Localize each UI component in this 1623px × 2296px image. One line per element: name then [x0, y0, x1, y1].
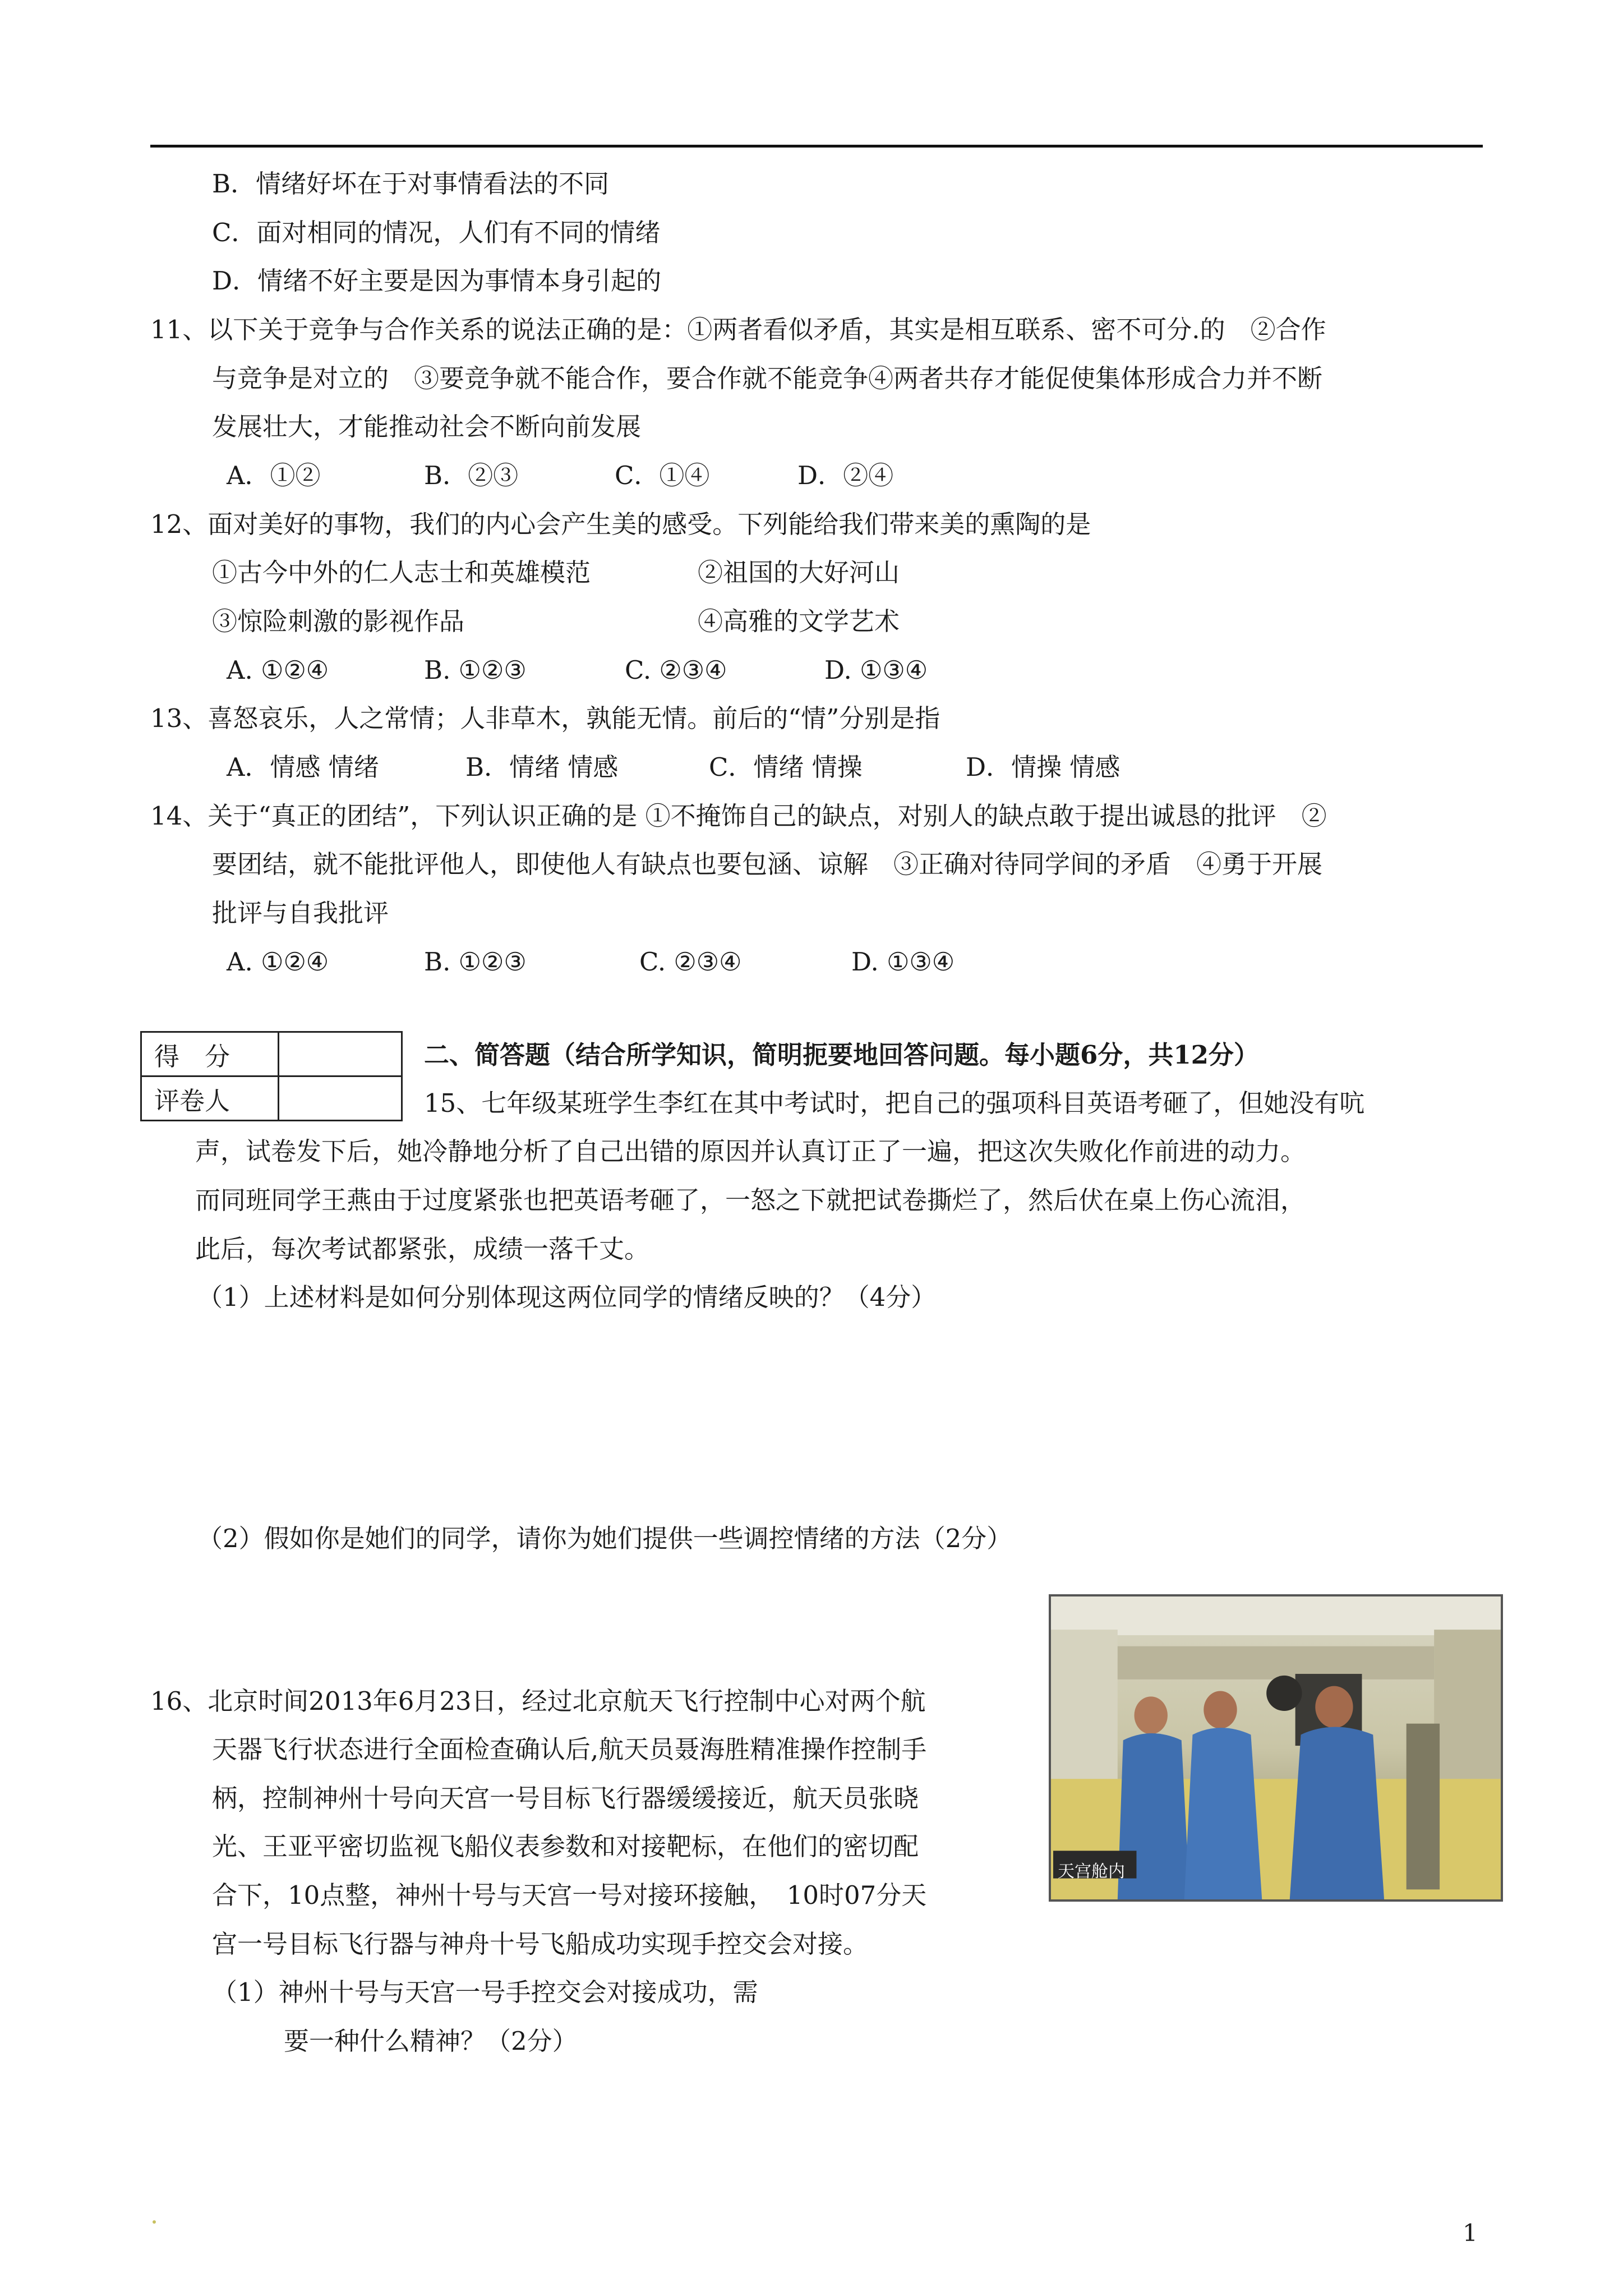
q14-option-b: B. ①②③ — [424, 947, 527, 977]
q11-option-a: A．①② — [227, 461, 321, 490]
q14-line1: 14、关于“真正的团结”，下列认识正确的是 ①不掩饰自己的缺点，对别人的缺点敢于提出诚恳的批评 ② — [150, 801, 1327, 831]
q10-option-b: B．情绪好坏在于对事情看法的不同 — [212, 169, 610, 199]
stray-dot — [153, 2220, 156, 2224]
q11-line2: 与竞争是对立的 ③要竞争就不能合作，要合作就不能竞争④两者共存才能促使集体形成合力并不断 — [212, 364, 1323, 393]
grader-label: 评卷人 — [141, 1076, 279, 1121]
q12-option-b: B. ①②③ — [424, 655, 527, 685]
q13-option-c: C．情绪 情操 — [709, 752, 863, 782]
q15-sub2: （2）假如你是她们的同学，请你为她们提供一些调控情绪的方法（2分） — [197, 1524, 1012, 1553]
q16-sub1-line1: （1）神州十号与天宫一号手控交会对接成功，需 — [212, 1977, 758, 2007]
q16-line5: 合下，10点整，神州十号与天宫一号对接环接触， 10时07分天 — [212, 1880, 927, 1910]
astronauts-photo — [1049, 1594, 1503, 1902]
q15-sub1: （1）上述材料是如何分别体现这两位同学的情绪反映的？（4分） — [197, 1282, 937, 1312]
q16-line1: 16、北京时间2013年6月23日，经过北京航天飞行控制中心对两个航 — [150, 1686, 926, 1716]
q13-option-a: A．情感 情绪 — [227, 752, 379, 782]
q10-option-d: D．情绪不好主要是因为事情本身引起的 — [212, 266, 662, 296]
photo-caption: 天宫舱内 — [1058, 1862, 1125, 1881]
q13-option-b: B．情绪 情感 — [465, 752, 619, 782]
grader-cell[interactable] — [279, 1076, 402, 1121]
q13-stem: 13、喜怒哀乐，人之常情；人非草木，孰能无情。前后的“情”分别是指 — [150, 703, 940, 733]
q15-line2: 声，试卷发下后，她冷静地分析了自己出错的原因并认真订正了一遍，把这次失败化作前进的动力。 — [195, 1137, 1306, 1166]
q12-item-4: ④高雅的文学艺术 — [698, 606, 900, 636]
q14-option-c: C. ②③④ — [639, 947, 742, 977]
q14-line2: 要团结，就不能批评他人，即使他人有缺点也要包涵、谅解 ③正确对待同学间的矛盾 ④勇于开展 — [212, 849, 1323, 879]
q15-line4: 此后，每次考试都紧张，成绩一落千丈。 — [195, 1234, 650, 1264]
q16-sub1-line2: 要一种什么精神？（2分） — [284, 2026, 578, 2056]
q12-item-2: ②祖国的大好河山 — [698, 558, 900, 587]
q12-option-d: D. ①③④ — [824, 655, 928, 685]
q10-option-c: C．面对相同的情况，人们有不同的情绪 — [212, 218, 661, 247]
q12-option-c: C. ②③④ — [625, 655, 727, 685]
q14-line3: 批评与自我批评 — [212, 898, 389, 928]
q11-option-c: C．①④ — [615, 461, 710, 490]
q16-line2: 天器飞行状态进行全面检查确认后,航天员聂海胜精准操作控制手 — [212, 1734, 927, 1764]
q16-line4: 光、王亚平密切监视飞船仪表参数和对接靶标，在他们的密切配 — [212, 1832, 919, 1861]
q14-option-a: A. ①②④ — [227, 947, 329, 977]
score-cell[interactable] — [279, 1032, 402, 1076]
q16-line3: 柄，控制神州十号向天宫一号目标飞行器缓缓接近，航天员张晓 — [212, 1783, 919, 1813]
q12-item-1: ①古今中外的仁人志士和英雄模范 — [212, 558, 591, 587]
q12-item-3: ③惊险刺激的影视作品 — [212, 606, 465, 636]
section2-heading: 二、简答题（结合所学知识，简明扼要地回答问题。每小题6分，共12分） — [424, 1040, 1259, 1070]
score-label: 得 分 — [141, 1032, 279, 1076]
q14-option-d: D. ①③④ — [851, 947, 955, 977]
score-table — [140, 1031, 403, 1121]
q15-line1: 15、七年级某班学生李红在其中考试时，把自己的强项科目英语考砸了，但她没有吭 — [424, 1088, 1365, 1118]
q12-option-a: A. ①②④ — [227, 655, 329, 685]
page-number: 1 — [1463, 2219, 1478, 2247]
q11-option-d: D．②④ — [797, 461, 894, 490]
q15-line3: 而同班同学王燕由于过度紧张也把英语考砸了，一怒之下就把试卷撕烂了，然后伏在桌上伤心流泪， — [195, 1185, 1306, 1215]
header-rule — [150, 145, 1483, 148]
q16-line6: 宫一号目标飞行器与神舟十号飞船成功实现手控交会对接。 — [212, 1929, 869, 1959]
q12-stem: 12、面对美好的事物，我们的内心会产生美的感受。下列能给我们带来美的熏陶的是 — [150, 509, 1091, 539]
q11-option-b: B．②③ — [424, 461, 519, 490]
q11-line3: 发展壮大，才能推动社会不断向前发展 — [212, 412, 642, 441]
q11-line1: 11、以下关于竞争与合作关系的说法正确的是：①两者看似矛盾，其实是相互联系、密不可分.的 ②合作 — [150, 315, 1326, 344]
q13-option-d: D．情操 情感 — [966, 752, 1121, 782]
